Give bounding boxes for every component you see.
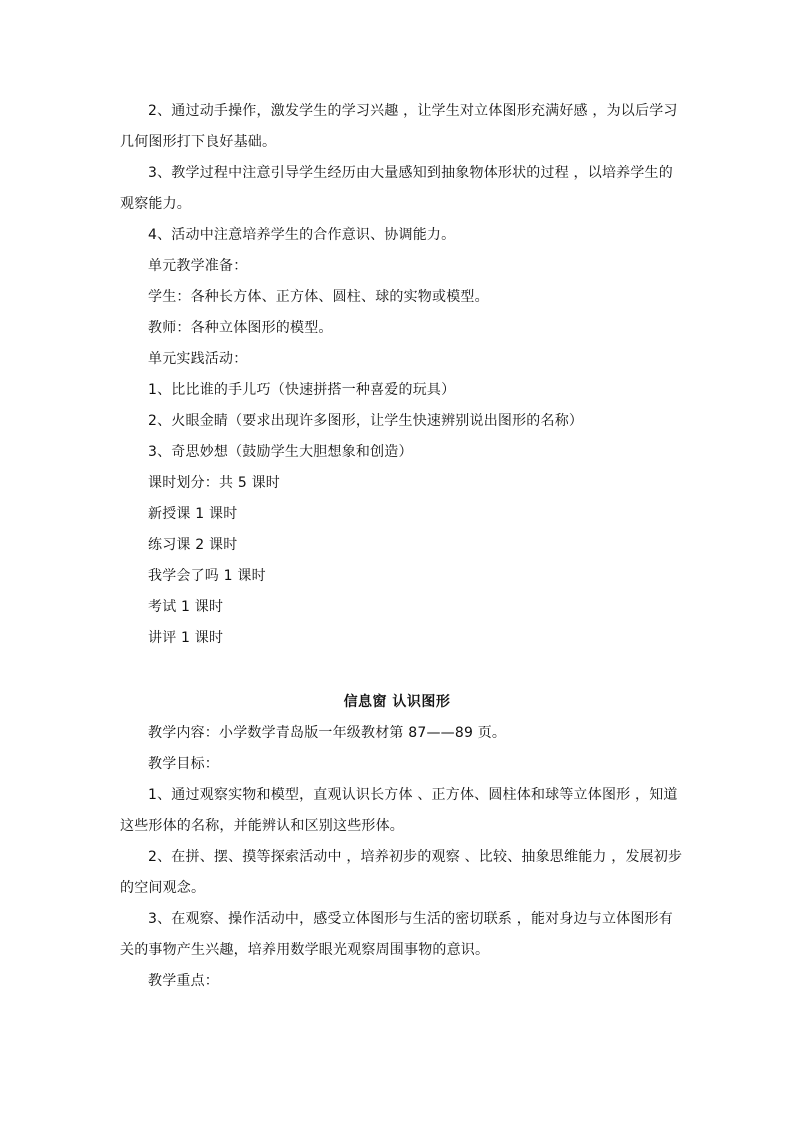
- text-line: 1、通过观察实物和模型，直观认识长方体 、正方体、圆柱体和球等立体图形 ，知道: [148, 787, 678, 803]
- text-line: 3、在观察、操作活动中，感受立体图形与生活的密切联系 ，能对身边与立体图形有: [148, 911, 673, 927]
- text-line: 教学内容：小学数学青岛版一年级教材第 87——89 页。: [148, 725, 507, 741]
- text-line: 4、活动中注意培养学生的合作意识、协调能力。: [148, 227, 456, 243]
- text-line: 3、教学过程中注意引导学生经历由大量感知到抽象物体形状的过程 ，以培养学生的: [148, 165, 673, 181]
- text-line: 几何图形打下良好基础。: [120, 134, 277, 150]
- text-line: 课时划分：共 5 课时: [148, 475, 281, 491]
- text-line: 教学重点：: [148, 973, 219, 989]
- text-line: 1、比比谁的手儿巧（快速拼搭一种喜爱的玩具）: [148, 382, 456, 398]
- text-line: 2、火眼金睛（要求出现许多图形，让学生快速辨别说出图形的名称）: [148, 413, 584, 429]
- text-line: 单元教学准备：: [148, 258, 248, 274]
- text-line: 新授课 1 课时: [148, 506, 238, 522]
- text-line: 这些形体的名称，并能辨认和区别这些形体。: [120, 818, 404, 834]
- text-line: 练习课 2 课时: [148, 537, 238, 553]
- text-line: 教师：各种立体图形的模型。: [148, 320, 333, 336]
- text-line: 关的事物产生兴趣，培养用数学眼光观察周围事物的意识。: [120, 942, 490, 958]
- text-line: 2、通过动手操作，激发学生的学习兴趣 ，让学生对立体图形充满好感 ，为以后学习: [148, 103, 678, 119]
- text-line: 学生：各种长方体、正方体、圆柱、球的实物或模型。: [148, 289, 489, 305]
- text-line: 我学会了吗 1 课时: [148, 568, 266, 584]
- text-line: 考试 1 课时: [148, 599, 224, 615]
- text-line: 2、在拼、摆、摸等探索活动中 ，培养初步的观察 、比较、抽象思维能力 ，发展初步: [148, 849, 683, 865]
- text-line: 3、奇思妙想（鼓励学生大胆想象和创造）: [148, 444, 413, 460]
- text-line: 的空间观念。: [120, 880, 206, 896]
- text-line: 单元实践活动：: [148, 351, 248, 367]
- section-title: 信息窗 认识图形: [343, 694, 451, 710]
- text-line: 教学目标：: [148, 756, 219, 772]
- text-line: 讲评 1 课时: [148, 630, 224, 646]
- text-line: 观察能力。: [120, 196, 191, 212]
